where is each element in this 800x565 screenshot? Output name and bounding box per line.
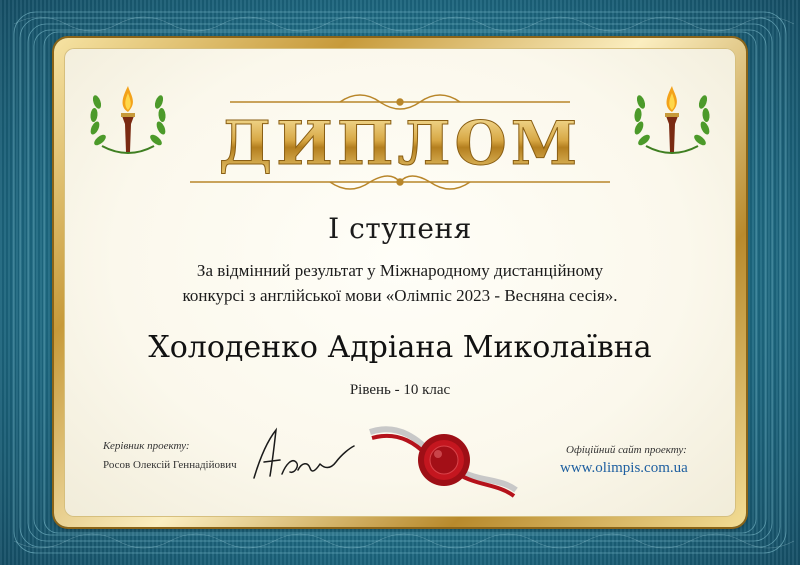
- wax-seal-icon: [360, 412, 520, 502]
- award-line-2: конкурсі з англійської мови «Олімпіс 2023 - Весняна сесія».: [182, 286, 618, 305]
- official-site-link[interactable]: www.olimpis.com.ua: [560, 460, 688, 476]
- project-leader-label: Керівник проекту:: [103, 440, 190, 452]
- torch-laurel-icon: [84, 80, 172, 162]
- award-text: [140, 258, 660, 308]
- recipient-name: Холоденко Адріана Миколаївна: [148, 330, 652, 365]
- torch-laurel-icon: [628, 80, 716, 162]
- award-line-1: За відмінний результат у Міжнародному дистанційному: [196, 261, 604, 280]
- project-leader-name: Росов Олексій Геннадійович: [103, 459, 237, 471]
- signature-icon: [246, 418, 356, 488]
- official-site-label: Офіційний сайт проекту:: [566, 444, 687, 456]
- degree-label: I ступеня: [328, 212, 472, 245]
- level-label: Рівень - 10 клас: [349, 382, 451, 398]
- top-ornament: [230, 95, 570, 109]
- diploma-title-block: [190, 90, 610, 200]
- diploma-title: ДИПЛОМ: [218, 109, 582, 179]
